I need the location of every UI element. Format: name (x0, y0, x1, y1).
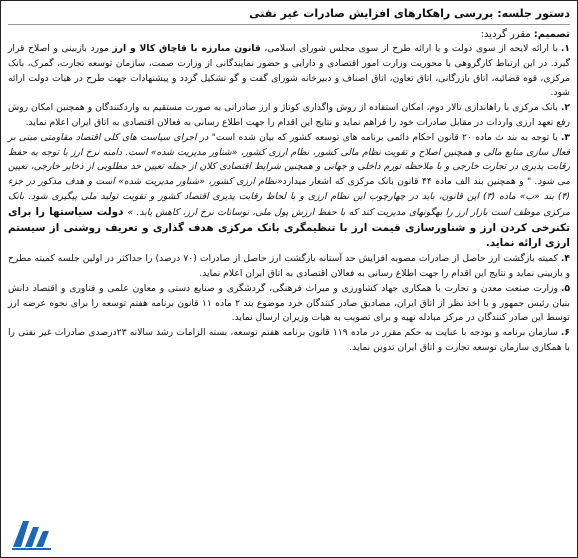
item-number: ۲. (560, 102, 570, 114)
logo-shape (12, 548, 51, 550)
item-number: ۴. (560, 253, 570, 265)
item-text: با ارائه لایحه از سوی دولت و یا ارائه طرح از سوی مجلس شورای اسلامی، (260, 43, 558, 54)
item-number: ۳. (560, 131, 571, 143)
item-number: ۱. (560, 43, 570, 54)
item-number: ۵. (560, 282, 570, 294)
item-text: و همچنین بند الف ماده ۴۴ قانون بانک مرکزی که اشعار میدارد (282, 176, 527, 188)
decision-item-6 (8, 326, 570, 356)
item-bold-text: قانون مبارزه با قاچاق کالا و ارز (112, 43, 261, 54)
agenda-title: بررسی راهکارهای افزایش صادرات غیر نفتی (249, 7, 494, 20)
item-bold-text: دولت سیاستها را برای تکنرخی کردن ارز و شناورسازی قیمت ارز با تنظیمگری بانک مرکزی هدف گذاری و تعریف روشنی از سیستم ارزی ارائه نماید. (8, 205, 570, 250)
item-text: کمیته بازگشت ارز حاصل از صادرات مصوبه افزایش حد آستانه بازگشت ارز حاصل از صادرات (۷۰ درصد) را حداکثر در اولین جلسه کمیته مطرح و بازبینی نماید و نتایج این اقدام را جهت اطلاع رسانی به فعالان اقتصادی به اتاق ایران اعلام نماید. (8, 253, 570, 279)
decision-text: مقرر گردید: (480, 29, 531, 40)
item-text: سازمان برنامه و بودجه با عنایت به حکم مقرر در ماده ۱۱۹ قانون برنامه هفتم توسعه، بسته الزامات رشد سالانه ۲۳درصدی صادرات غیر نفتی را با همکاری سازمان توسعه تجارت و اتاق ایران تدوین نماید. (8, 327, 570, 353)
decision-label: تصمیم: (533, 29, 570, 40)
agenda-title-row (8, 5, 570, 25)
logo-shape (25, 527, 39, 547)
decision-item-4 (8, 252, 570, 282)
item-text: بانک مرکزی با راهاندازی تالار دوم، امکان استفاده از روش واگذاری کوتاژ و ارز صادراتی به صورت مستقیم به واردکنندگان و همچنین امکان روش رفع تعهد ارزی واردات در مقابل صادرات خود را فراهم نماید و نتایج این اقدام را جهت اطلاع رسانی به فعالان اقتصادی به اتاق ایران اعلام نماید. (8, 102, 570, 128)
item-text: با توجه به بند ث ماده ۲۰ قانون احکام دائمی برنامه های توسعه کشور که بیان شده است (215, 131, 558, 143)
logo-shape (36, 531, 49, 547)
decision-item-5 (8, 282, 570, 326)
item-text: مورد بازبینی و اصلاح قرار گیرد. در این ارتباط کارگروهی با محوریت وزارت امور اقتصادی و دارایی و حضور نمایندگانی از وزارت صمت، سازمان توسعه تجارت، گمرک، بانک مرکزی، قوه قضائیه، اتاق بازرگانی، اتاق تعاون، اتاق اصناف و دبیرخانه شورای گفت و گو تشکیل گردد و پیشنهادات جهت طرح در هیات دولت ارائه شود. (8, 43, 570, 99)
news-agency-logo-icon (9, 517, 55, 551)
agenda-label: دستور جلسه: (497, 7, 570, 20)
decision-item-1 (8, 42, 570, 101)
item-text: وزارت صنعت معدن و تجارت با همکاری جهاد کشاورزی و میراث فرهنگی، گردشگری و صنایع دستی و معاون علمی و فناوری و اقتصاد دانش بنیان رئیس جمهور و با اخذ نظر از اتاق ایران، مصادیق صادر کنندگان خرد موضوع بند ۲ ماده ۱۱ قانون برنامه هفتم توسعه را برای نحوه عرضه ارز توسط این صادر کنندگان در مرکز مبادله تهیه و برای تصویب به هیات وزیران ارسال نماید. (8, 282, 570, 324)
item-number: ۶. (560, 327, 570, 339)
decision-item-2 (8, 101, 570, 131)
item-quote: " در اجرای سیاست های کلی اقتصاد مقاومتی مبنی بر فعال سازی منابع مالی و همچنین اصلاح و تقویت نظام مالی کشور، نظام ارزی کشور، «شناور مدیریت شده» است. دامنه نرخ ارز با توجه به حفظ رقابت پذیری در تجارت خارجی و با ملاحظه تورم داخلی و جهانی و همچنین شرایط اقتصادی کلان از جمله تعیین حد مطلوبی از ذخایر خارجی، تعیین می شود. " (8, 131, 571, 188)
item-quote: «نظام ارزی کشور، «شناور مدیریت شده» است و هدف مذکور در جزء (۴) بند «ب» ماده (۳) این قانون، باید در چهارچوب این نظام ارزی و با لحاظ رقابت پذیری اقتصاد کشور و تقویت تولید ملی پیگیری شود. بانک مرکزی موظف است بازار ارز را بهگونهای مدیریت کند که با حفظ ارزش پول ملی، نوسانات نرخ ارز، کاهش یابد. » (8, 176, 570, 218)
decision-item-3 (8, 131, 570, 252)
decision-line (8, 27, 570, 42)
